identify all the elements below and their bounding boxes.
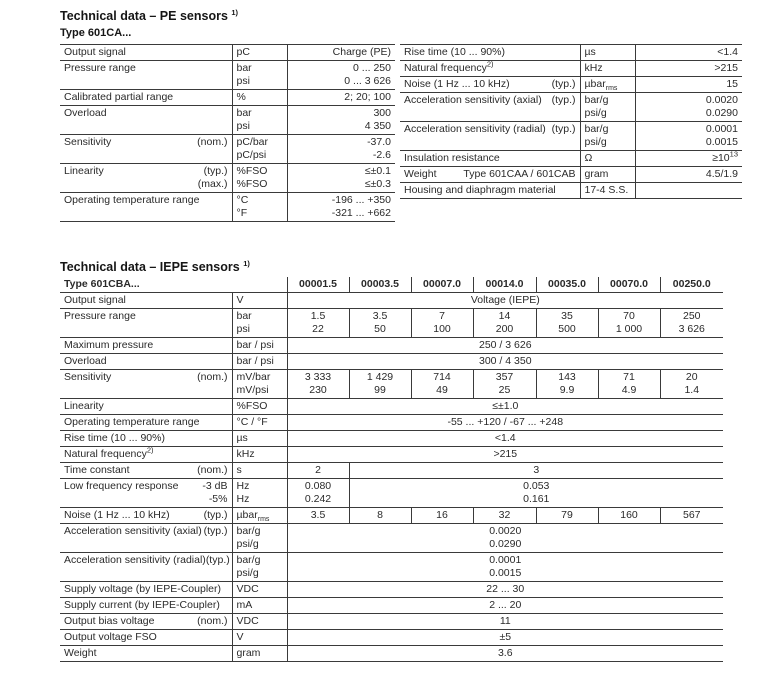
row-value-span: 0.053 0.161: [349, 479, 723, 508]
column-header: 00007.0: [411, 277, 473, 293]
table-row: [60, 553, 723, 582]
label-note: (nom.): [197, 464, 228, 476]
row-unit: bar/g psi/g: [232, 553, 287, 582]
row-unit: bar psi: [232, 309, 287, 338]
row-label: Weight: [64, 647, 97, 659]
row-value: ≤±0.1 ≤±0.3: [364, 165, 391, 190]
row-label: Acceleration sensitivity (radial) (typ.): [404, 123, 576, 135]
table-row: [60, 90, 395, 106]
row-unit: mV/bar mV/psi: [232, 370, 287, 399]
row-unit: VDC: [232, 614, 287, 630]
row-value: 3 333 230: [287, 370, 349, 399]
row-unit: bar / psi: [232, 338, 287, 354]
label-note: (max.): [197, 178, 228, 190]
table-row: [60, 598, 723, 614]
column-header: 00070.0: [598, 277, 660, 293]
row-label: Natural frequency$^{2)}$: [64, 446, 154, 460]
row-value-span: ±5: [287, 630, 723, 646]
label-note: -3 dB: [202, 480, 228, 492]
row-value-span: <1.4: [287, 431, 723, 447]
row-label: Natural frequency$^{2)}$: [404, 60, 494, 74]
table-row: [60, 415, 723, 431]
table-row: [60, 399, 723, 415]
row-value-span: Voltage (IEPE): [287, 293, 723, 309]
row-label: Operating temperature range: [64, 194, 200, 206]
row-label: Noise (1 Hz ... 10 kHz) (typ.): [64, 509, 228, 521]
table-row: [60, 164, 395, 193]
table-row: [60, 45, 395, 61]
label-note: Type 601CAA / 601CAB: [463, 168, 576, 180]
label-note: (typ.): [551, 78, 576, 90]
row-label: Acceleration sensitivity (axial) (typ.): [404, 94, 576, 106]
row-unit: %FSO: [232, 399, 287, 415]
row-unit: µbar$_{rms}$: [232, 508, 287, 524]
row-unit: bar/g psi/g: [580, 122, 635, 151]
table-row: [60, 293, 723, 309]
table-row: [60, 106, 395, 135]
row-value: 2: [287, 463, 349, 479]
pe-title-text: Technical data – PE sensors: [60, 9, 228, 23]
row-label: Sensitivity (nom.): [64, 371, 228, 383]
value-superscript: 13: [729, 150, 738, 159]
row-unit: pC/bar pC/psi: [232, 135, 287, 164]
row-value: 1 429 99: [349, 370, 411, 399]
row-value: 7 100: [411, 309, 473, 338]
row-value-span: 250 / 3 626: [287, 338, 723, 354]
row-unit: V: [232, 630, 287, 646]
column-header: 00250.0: [660, 277, 723, 293]
row-unit: gram: [580, 167, 635, 183]
row-label: Supply voltage (by IEPE-Coupler): [64, 583, 221, 595]
table-row: [60, 508, 723, 524]
row-value: 35 500: [536, 309, 598, 338]
row-value: <1.4: [717, 46, 738, 58]
row-value: 0.0020 0.0290: [705, 94, 738, 119]
row-label: Acceleration sensitivity (radial) (typ.): [64, 554, 230, 566]
row-value: 15: [726, 78, 738, 90]
table-row: [60, 582, 723, 598]
row-unit: %FSO %FSO: [232, 164, 287, 193]
pe-table-left: [60, 44, 395, 222]
row-unit: bar psi: [232, 61, 287, 90]
row-value-span: 11: [287, 614, 723, 630]
row-unit: 17-4 S.S.: [580, 183, 635, 199]
row-unit: Ω: [580, 151, 635, 167]
table-row: [400, 122, 742, 151]
table-row: [400, 61, 742, 77]
row-label: Time constant (nom.): [64, 464, 228, 476]
row-value-span: 300 / 4 350: [287, 354, 723, 370]
table-row: [60, 630, 723, 646]
row-value-span: 0.0001 0.0015: [287, 553, 723, 582]
row-value: 16: [411, 508, 473, 524]
table-row: [60, 463, 723, 479]
table-row: [400, 151, 742, 167]
footnote-ref-1: 1): [243, 258, 250, 268]
row-value: 160: [598, 508, 660, 524]
row-unit: %: [232, 90, 287, 106]
header-row: [60, 277, 723, 293]
row-value: 0.080 0.242: [287, 479, 349, 508]
row-label: Noise (1 Hz ... 10 kHz) (typ.): [404, 78, 576, 90]
row-value-span: 22 ... 30: [287, 582, 723, 598]
row-label: Output bias voltage (nom.): [64, 615, 228, 627]
row-label: Rise time (10 ... 90%): [404, 46, 505, 58]
row-unit: V: [232, 293, 287, 309]
row-value-span: 3.6: [287, 646, 723, 662]
table-row: [60, 135, 395, 164]
row-label: Linearity (typ.) (max.): [64, 165, 228, 190]
row-value: [635, 183, 742, 199]
row-value: ≥10$^{13}$: [712, 150, 738, 164]
row-value: 143 9.9: [536, 370, 598, 399]
row-unit: mA: [232, 598, 287, 614]
row-label: Rise time (10 ... 90%): [64, 432, 165, 444]
row-value: 70 1 000: [598, 309, 660, 338]
row-label: Pressure range: [64, 62, 136, 74]
row-value: 357 25: [473, 370, 536, 399]
footnote-ref-1: 1): [231, 7, 239, 17]
footnote-ref-2: 2): [486, 60, 494, 69]
row-label: Weight Type 601CAA / 601CAB: [404, 168, 576, 180]
row-label: Output signal: [64, 46, 126, 58]
row-value: 300 4 350: [364, 107, 391, 132]
row-label: Sensitivity (nom.): [64, 136, 228, 148]
label-note: (typ.): [203, 165, 228, 177]
row-value: 2; 20; 100: [344, 91, 391, 103]
row-unit: µs: [580, 45, 635, 61]
row-unit: pC: [232, 45, 287, 61]
row-value: Charge (PE): [332, 46, 391, 58]
unit-subscript: rms: [257, 516, 270, 524]
row-label: Output signal: [64, 294, 126, 306]
row-label: Maximum pressure: [64, 339, 154, 351]
row-label: Insulation resistance: [404, 152, 500, 164]
row-unit: kHz: [580, 61, 635, 77]
row-unit: µbar$_{rms}$: [580, 77, 635, 93]
row-value-span: 0.0020 0.0290: [287, 524, 723, 553]
row-unit: bar / psi: [232, 354, 287, 370]
row-value: 32: [473, 508, 536, 524]
row-unit: bar/g psi/g: [580, 93, 635, 122]
row-unit: bar/g psi/g: [232, 524, 287, 553]
label-note: -5%: [208, 493, 228, 505]
label-note: (typ.): [203, 509, 228, 521]
row-value-span: ≤±1.0: [287, 399, 723, 415]
row-unit: gram: [232, 646, 287, 662]
label-note: (nom.): [197, 136, 228, 148]
table-row: [60, 354, 723, 370]
row-label: Housing and diaphragm material: [404, 184, 556, 196]
column-header: 00035.0: [536, 277, 598, 293]
row-label: Low frequency response -3 dB -5%: [64, 480, 228, 505]
row-value: 8: [349, 508, 411, 524]
row-value: 79: [536, 508, 598, 524]
table-row: [60, 614, 723, 630]
table-row: [60, 61, 395, 90]
table-row: [60, 646, 723, 662]
pe-type-label: Type 601CA...: [60, 27, 132, 39]
row-unit: °C °F: [232, 193, 287, 222]
row-value-span: -55 ... +120 / -67 ... +248: [287, 415, 723, 431]
row-value: 4.5/1.9: [705, 168, 738, 180]
row-value: 14 200: [473, 309, 536, 338]
row-unit: kHz: [232, 447, 287, 463]
footnote-ref-2: 2): [146, 446, 154, 455]
row-value: 567: [660, 508, 723, 524]
row-value: 0 ... 250 0 ... 3 626: [344, 62, 391, 87]
row-label: Acceleration sensitivity (axial) (typ.): [64, 525, 228, 537]
row-unit: VDC: [232, 582, 287, 598]
table-row: [400, 167, 742, 183]
label-note: (typ.): [551, 123, 576, 135]
row-label: Output voltage FSO: [64, 631, 157, 643]
row-label: Operating temperature range: [64, 416, 200, 428]
column-header: 00014.0: [473, 277, 536, 293]
column-header: 00001.5: [287, 277, 349, 293]
row-unit: Hz Hz: [232, 479, 287, 508]
row-unit: °C / °F: [232, 415, 287, 431]
unit-subscript: rms: [605, 85, 618, 93]
row-label: Supply current (by IEPE-Coupler): [64, 599, 220, 611]
table-row: [400, 183, 742, 199]
table-row: [60, 431, 723, 447]
table-row: [400, 77, 742, 93]
pe-section-title: [60, 9, 238, 23]
row-value: -196 ... +350 -321 ... +662: [331, 194, 391, 219]
row-value: 71 4.9: [598, 370, 660, 399]
row-unit: µs: [232, 431, 287, 447]
label-note: (typ.): [203, 525, 228, 537]
row-value: 0.0001 0.0015: [705, 123, 738, 148]
table-row: [60, 193, 395, 222]
row-value-span: 2 ... 20: [287, 598, 723, 614]
row-value: 714 49: [411, 370, 473, 399]
label-note: (typ.): [205, 554, 230, 566]
row-label: Overload: [64, 355, 107, 367]
row-label: Overload: [64, 107, 107, 119]
label-note: (typ.): [551, 94, 576, 106]
table-row: [60, 447, 723, 463]
row-value-span: >215: [287, 447, 723, 463]
table-row: [400, 45, 742, 61]
row-label: Pressure range: [64, 310, 136, 322]
column-header: 00003.5: [349, 277, 411, 293]
label-note: (nom.): [197, 615, 228, 627]
row-value-span: 3: [349, 463, 723, 479]
row-unit: s: [232, 463, 287, 479]
row-value: 1.5 22: [287, 309, 349, 338]
pe-table-right: [400, 44, 742, 199]
row-value: 250 3 626: [660, 309, 723, 338]
row-value: 20 1.4: [660, 370, 723, 399]
row-value: 3.5: [287, 508, 349, 524]
row-value: -37.0 -2.6: [367, 136, 391, 161]
table-row: [400, 93, 742, 122]
row-unit: bar psi: [232, 106, 287, 135]
table-row: [60, 370, 723, 399]
row-value: >215: [714, 62, 738, 74]
iepe-table: [60, 277, 723, 662]
row-label: Linearity: [64, 400, 104, 412]
table-row: [60, 524, 723, 553]
table-row: [60, 338, 723, 354]
table-row: [60, 479, 723, 508]
iepe-type-label: Type 601CBA...: [64, 278, 140, 290]
row-label: Calibrated partial range: [64, 91, 174, 103]
row-value: 3.5 50: [349, 309, 411, 338]
iepe-section-title: [60, 260, 250, 274]
iepe-title-text: Technical data – IEPE sensors: [60, 260, 240, 274]
table-row: [60, 309, 723, 338]
label-note: (nom.): [197, 371, 228, 383]
